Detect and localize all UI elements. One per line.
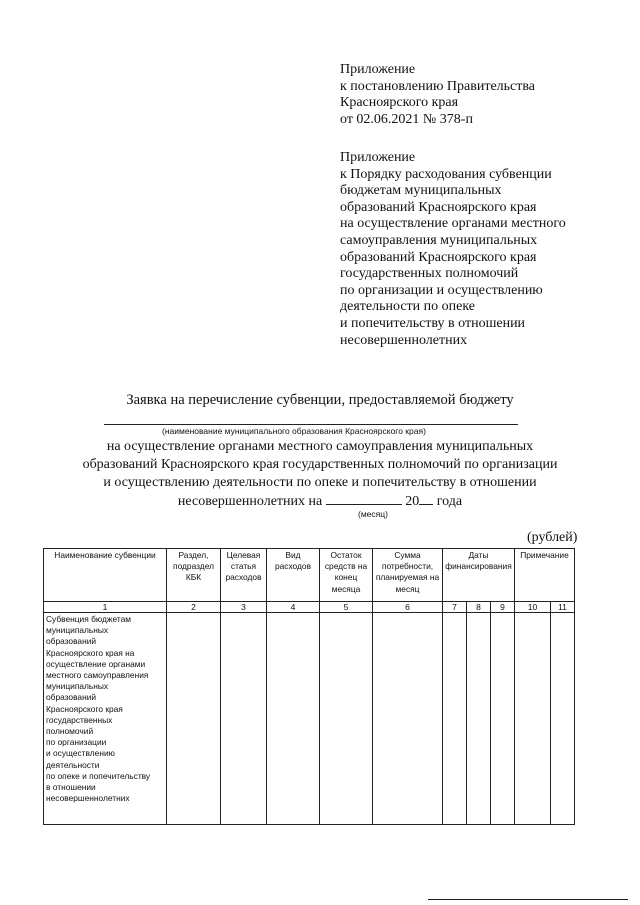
cell-note-10 [515,613,551,825]
column-number: 10 [515,602,551,613]
appendix-order-line: по организации и осуществлению [340,282,543,298]
table-number-row [44,602,575,613]
row-description-line: деятельности [46,759,100,770]
row-description-line: образований [46,636,97,647]
header-expense-type: Вид расходов [267,549,320,602]
column-number: 1 [44,602,167,613]
appendix-top-line: от 02.06.2021 № 378-п [340,111,473,127]
column-number: 9 [491,602,515,613]
column-number: 4 [267,602,320,613]
cell-note-11 [551,613,575,825]
row-description-line: местного самоуправления [46,670,149,681]
appendix-order-line: самоуправления муниципальных [340,232,538,248]
table-row [44,613,575,825]
column-number: 3 [221,602,267,613]
appendix-order-line: бюджетам муниципальных [340,183,502,199]
body-line: на осуществление органами местного самоуправления муниципальных [106,439,534,454]
row-description-line: по организации [46,737,107,748]
row-description-line: в отношении [46,782,96,793]
last-line-after: года [436,494,463,509]
appendix-top-line: Красноярского края [340,95,459,111]
row-description [44,613,167,825]
column-number: 11 [551,602,575,613]
appendix-order-line: образований Красноярского края [340,249,537,265]
last-line-year-prefix: 20 [405,494,420,509]
row-description-line: и осуществлению [46,748,115,759]
column-number: 5 [320,602,373,613]
month-blank [326,493,402,505]
document-title: Заявка на перечисление субвенции, предоставляемой бюджету [126,392,514,408]
row-description-line: несовершеннолетних [46,793,130,804]
header-dates: Даты финансирования [443,549,515,602]
header-amount: Сумма потребности, планируемая на месяц [373,549,443,602]
body-line: и осуществлению деятельности по опеке и попечительству в отношении [103,475,537,490]
cell-target [221,613,267,825]
row-description-line: государственных [46,714,113,725]
cell-date-9 [491,613,515,825]
municipality-blank-line [104,424,518,425]
appendix-order-line: государственных полномочий [340,266,519,282]
row-description-line: Субвенция бюджетам [46,614,132,624]
cell-date-7 [443,613,467,825]
header-target: Целевая статья расходов [221,549,267,602]
row-description-line: полномочий [46,726,94,737]
header-name: Наименование субвенции [44,549,167,602]
column-number: 7 [443,602,467,613]
appendix-top-line: к постановлению Правительства [340,78,536,94]
column-number: 8 [467,602,491,613]
cell-date-8 [467,613,491,825]
appendix-order-line: и попечительству в отношении [340,315,526,331]
column-number: 2 [167,602,221,613]
header-section: Раздел, подраздел КБК [167,549,221,602]
appendix-top-line: Приложение [340,62,416,77]
body-last-line [0,493,640,510]
cell-expense-type [267,613,320,825]
row-description-line: осуществление органами [46,658,146,669]
row-description-line: муниципальных [46,625,109,636]
row-description-line: муниципальных [46,681,109,692]
cell-section [167,613,221,825]
body-line: образований Красноярского края государственных полномочий по организации [82,457,558,472]
year-blank [419,493,433,505]
cell-balance [320,613,373,825]
municipality-caption: (наименование муниципального образования Красноярского края) [162,426,426,436]
header-note: Примечание [515,549,575,602]
month-caption: (месяц) [358,509,388,519]
appendix-order-line: к Порядку расходования субвенции [340,166,552,182]
row-description-line: Красноярского края [46,703,123,714]
subvention-table [43,548,575,825]
appendix-order-line: образований Красноярского края [340,199,537,215]
appendix-order-line: несовершеннолетних [340,332,468,348]
header-balance: Остаток средств на конец месяца [320,549,373,602]
last-line-before: несовершеннолетних на [177,494,323,509]
row-description-line: образований [46,692,97,703]
units-label: (рублей) [527,530,578,545]
footer-line [428,899,628,900]
appendix-top-block [340,62,535,128]
row-description-line: по опеке и попечительству [46,770,151,781]
appendix-order-line: Приложение [340,150,416,165]
column-number: 6 [373,602,443,613]
row-description-line: Красноярского края на [46,647,135,658]
appendix-order-line: на осуществление органами местного [340,216,566,232]
appendix-order-block [340,150,566,349]
cell-amount [373,613,443,825]
table-header-row [44,549,575,602]
appendix-order-line: деятельности по опеке [340,299,476,315]
